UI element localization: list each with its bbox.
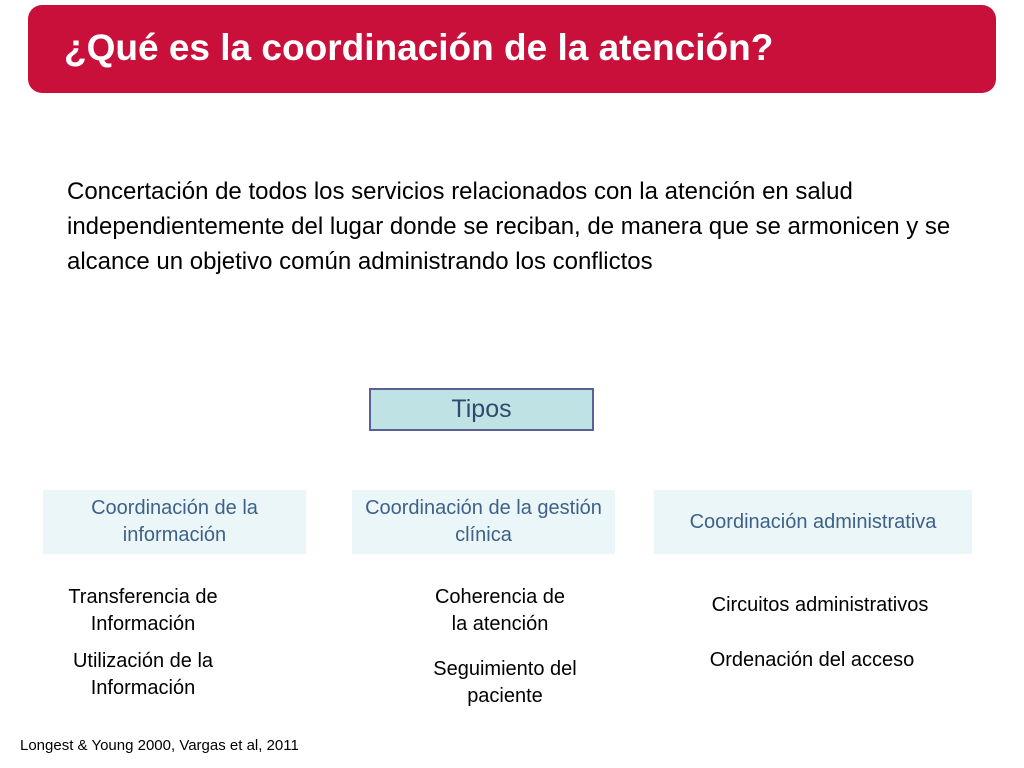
type-box-information xyxy=(43,490,306,554)
type-label-information: Coordinación de la información xyxy=(91,497,258,546)
subitem-care-coherence: Coherencia de la atención xyxy=(434,586,566,635)
slide-title: ¿Qué es la coordinación de la atención? xyxy=(64,27,774,68)
subitem-information-use: Utilización de la Información xyxy=(72,650,214,699)
type-label-administrative: Coordinación administrativa xyxy=(689,510,937,533)
subitem-administrative-circuits: Circuitos administrativos xyxy=(711,594,929,616)
definition-text: Concertación de todos los servicios relacionados con la atención en salud independientemente del lugar donde se reciban, de manera que se armonicen y se alcance un objetivo común administrando los conflictos xyxy=(67,178,951,275)
subitem-information-transfer: Transferencia de Información xyxy=(68,586,218,635)
type-box-clinical-management xyxy=(352,490,615,554)
type-box-administrative xyxy=(654,490,972,554)
type-label-clinical-management: Coordinación de la gestión clínica xyxy=(365,497,602,546)
subitem-patient-follow-up: Seguimiento del paciente xyxy=(433,658,577,707)
reference-citation: Longest & Young 2000, Vargas et al, 2011 xyxy=(20,737,299,754)
title-banner xyxy=(28,5,996,93)
types-root-box: Tipos xyxy=(369,388,594,431)
subitem-access-ordering: Ordenación del acceso xyxy=(709,649,915,671)
